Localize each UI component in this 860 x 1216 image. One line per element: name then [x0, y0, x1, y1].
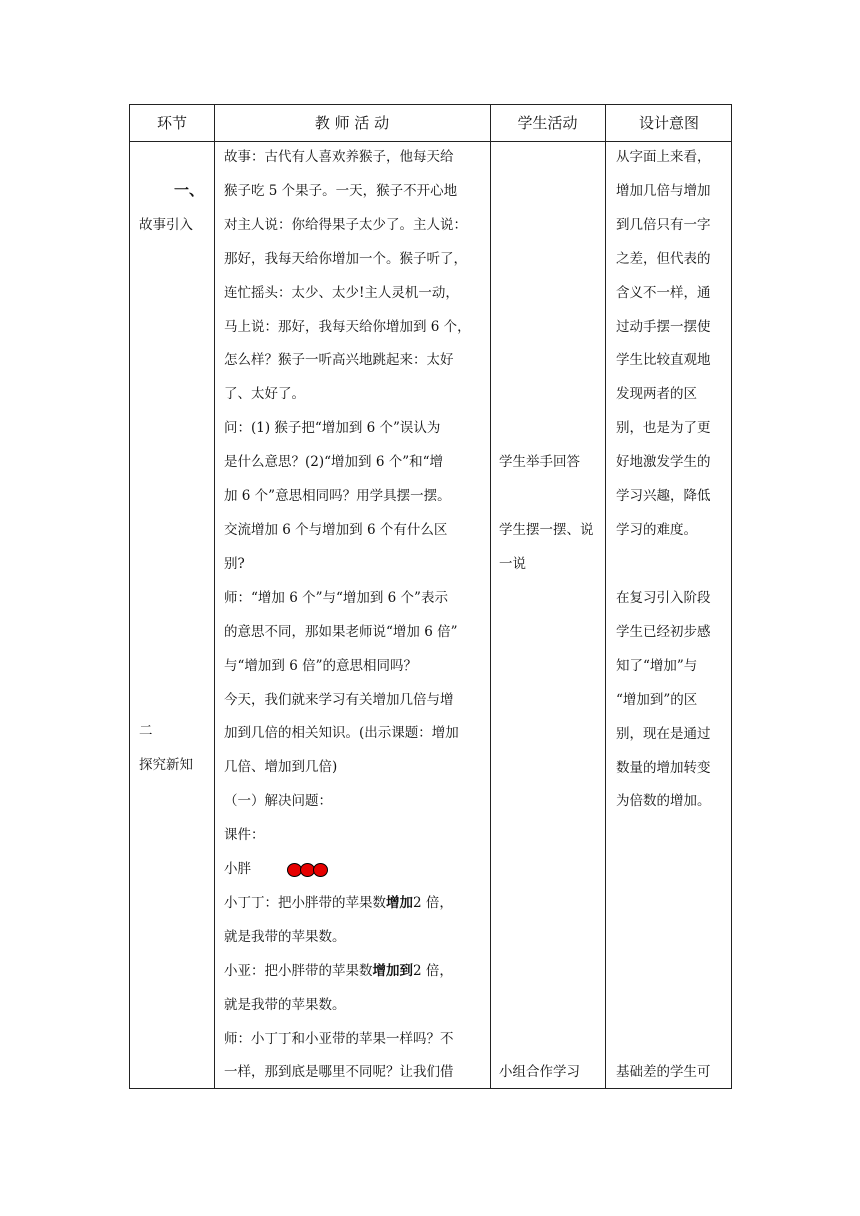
teacher-line: 对主人说：你给得果子太少了。主人说： — [224, 216, 467, 233]
col-divider-1 — [214, 105, 215, 1088]
teacher-line: 的意思不同，那如果老师说“增加 6 倍” — [224, 623, 458, 640]
teacher-line: 马上说：那好，我每天给你增加到 6 个， — [224, 318, 471, 335]
teacher-lines — [224, 141, 486, 853]
header-step: 环节 — [156, 114, 187, 132]
ya-suffix: 2 倍， — [413, 962, 453, 979]
step2-name: 探究新知 — [139, 757, 193, 773]
ya-text: 小亚：把小胖带的苹果数 — [224, 962, 373, 979]
intent-line: 到几倍只有一字 — [616, 216, 711, 233]
intent-line: “增加到”的区 — [616, 691, 698, 708]
intent-line: 数量的增加转变 — [616, 759, 711, 776]
teacher-line: 加 6 个”意思相同吗？用学具摆一摆。 — [224, 488, 451, 505]
design-intent-2 — [616, 582, 711, 819]
intent-line: 学生已经初步感 — [616, 623, 711, 640]
teacher-line: 怎么样？猴子一听高兴地跳起来：太好 — [224, 352, 454, 369]
teacher-line: 是什么意思？(2)“增加到 6 个”和“增 — [224, 454, 443, 471]
teacher-line: 交流增加 6 个与增加到 6 个有什么区 — [224, 521, 448, 538]
teacher-line: 与“增加到 6 倍”的意思相同吗？ — [224, 657, 417, 674]
teacher-line: 师：“增加 6 个”与“增加到 6 个”表示 — [224, 589, 448, 606]
intent-line: 发现两者的区 — [616, 386, 697, 403]
ya-line-2: 就是我带的苹果数。 — [224, 996, 346, 1013]
intent-line: 增加几倍与增加 — [616, 182, 711, 199]
intent-line: 过动手摆一摆使 — [616, 318, 711, 335]
intent-line: 好地激发学生的 — [616, 454, 711, 471]
dingding-line — [224, 887, 486, 921]
intent-line: 学习的难度。 — [616, 521, 697, 538]
teacher-line: 几倍、增加到几倍) — [224, 759, 338, 776]
teacher-line: 那好，我每天给你增加一个。猴子听了， — [224, 250, 467, 267]
lesson-plan-table — [129, 104, 732, 1089]
intent-line: 别，也是为了更 — [616, 420, 711, 437]
teacher-line: 今天，我们就来学习有关增加几倍与增 — [224, 691, 454, 708]
intent-line: 含义不一样，通 — [616, 284, 711, 301]
teacher-last-line-1: 师：小丁丁和小亚带的苹果一样吗？不 — [224, 1030, 454, 1047]
student-activity-2a: 学生摆一摆、说 — [499, 522, 594, 538]
header-teacher-activity: 教 师 活 动 — [314, 114, 390, 132]
dingding-suffix: 2 倍， — [413, 894, 453, 911]
ya-keyword: 增加到 — [372, 962, 413, 979]
student-activity-2b: 一说 — [499, 556, 526, 572]
teacher-line: 别? — [224, 555, 245, 572]
design-intent-3: 基础差的学生可 — [616, 1064, 711, 1080]
intent-line: 别，现在是通过 — [616, 725, 711, 742]
teacher-line: 故事：古代有人喜欢养猴子，他每天给 — [224, 149, 454, 165]
col-divider-2 — [490, 105, 491, 1088]
header-student-activity: 学生活动 — [517, 114, 578, 132]
intent-line: 学习兴趣，降低 — [616, 488, 711, 505]
intent-line: 为倍数的增加。 — [616, 793, 711, 810]
teacher-activity-text — [224, 141, 486, 1090]
intent-line: 之差，但代表的 — [616, 250, 711, 267]
teacher-line: 猴子吃 5 个果子。一天，猴子不开心地 — [224, 182, 458, 199]
dingding-keyword: 增加 — [386, 894, 413, 911]
intent-line: 知了“增加”与 — [616, 657, 698, 674]
student-activity-1: 学生举手回答 — [499, 454, 580, 470]
ya-line — [224, 955, 486, 989]
xiaopang-row — [224, 853, 486, 887]
step1-name: 故事引入 — [139, 217, 193, 233]
teacher-line: 课件： — [224, 827, 265, 844]
teacher-line: （一）解决问题： — [224, 793, 332, 810]
student-activity-3: 小组合作学习 — [499, 1064, 580, 1080]
intent-line: 学生比较直观地 — [616, 352, 711, 369]
dingding-text: 小丁丁：把小胖带的苹果数 — [224, 894, 386, 911]
xiaopang-label: 小胖 — [224, 861, 251, 878]
teacher-line: 了、太好了。 — [224, 386, 305, 403]
teacher-line: 连忙摇头：太少、太少!主人灵机一动， — [224, 284, 459, 301]
teacher-line: 加到几倍的相关知识。(出示课题：增加 — [224, 725, 459, 742]
design-intent-1 — [616, 141, 711, 548]
apples-group — [287, 863, 331, 877]
apple-icon — [313, 863, 328, 877]
teacher-last-line-2: 一样，那到底是哪里不同呢？让我们借 — [224, 1064, 454, 1081]
step2-number: 二 — [139, 723, 153, 739]
dingding-line-2: 就是我带的苹果数。 — [224, 928, 346, 945]
step1-number: 一、 — [174, 181, 205, 199]
teacher-line: 问：(1) 猴子把“增加到 6 个”误认为 — [224, 420, 441, 437]
header-design-intent: 设计意图 — [638, 114, 699, 132]
col-divider-3 — [605, 105, 606, 1088]
intent-line: 在复习引入阶段 — [616, 590, 711, 606]
intent-line: 从字面上来看， — [616, 149, 711, 165]
